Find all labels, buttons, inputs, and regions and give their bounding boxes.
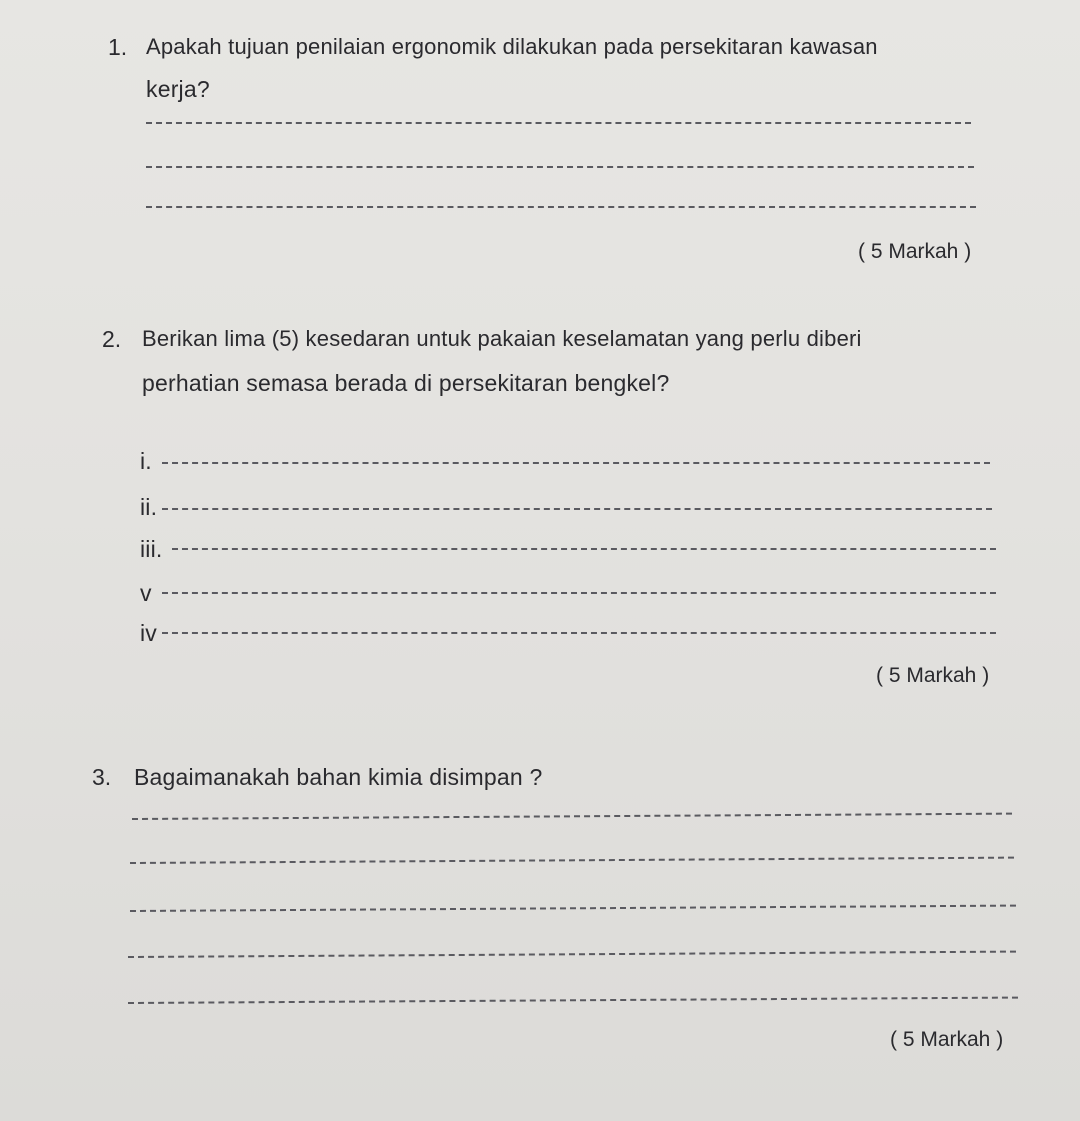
question-2-text-cont: perhatian semasa berada di persekitaran bengkel? [142,370,670,396]
answer-line[interactable] [130,857,1014,864]
answer-line[interactable] [172,548,996,550]
question-1-number: 1. [108,34,128,60]
answer-line[interactable] [162,508,992,510]
answer-line[interactable] [128,997,1018,1004]
answer-line[interactable] [146,122,971,124]
question-1-text: Apakah tujuan penilaian ergonomik dilakukan pada persekitaran kawasan [146,34,878,59]
question-3-marks: ( 5 Markah ) [890,1028,1004,1051]
answer-line[interactable] [130,905,1016,912]
item-label: ii. [140,494,158,520]
question-2-marks: ( 5 Markah ) [876,664,990,687]
question-2-number: 2. [102,326,122,352]
item-label: i. [140,448,152,474]
answer-line[interactable] [162,632,996,634]
question-3-number: 3. [92,764,112,790]
answer-line[interactable] [162,592,996,594]
item-label: iii. [140,536,163,562]
question-1-text-cont: kerja? [146,76,210,102]
answer-line[interactable] [162,462,990,464]
answer-line[interactable] [146,206,976,208]
question-3-text: Bagaimanakah bahan kimia disimpan ? [134,764,543,790]
answer-line[interactable] [132,813,1012,820]
answer-line[interactable] [146,166,974,168]
item-label: iv [140,620,158,646]
answer-line[interactable] [128,951,1016,958]
question-1-marks: ( 5 Markah ) [858,240,972,263]
item-label: v [140,580,152,606]
question-2-text: Berikan lima (5) kesedaran untuk pakaian keselamatan yang perlu diberi [142,326,862,351]
